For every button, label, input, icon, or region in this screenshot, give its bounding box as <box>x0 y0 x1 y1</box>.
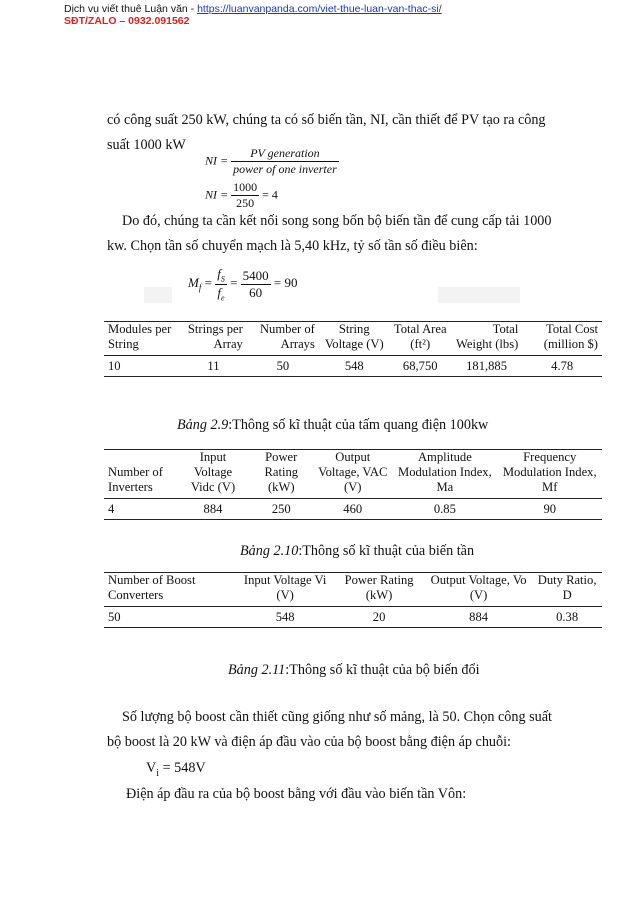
th-modules-per-string: Modules per String <box>108 322 172 351</box>
td-boost-power: 20 <box>372 610 386 624</box>
td-weight: 181,885 <box>466 359 508 373</box>
eq-ni2-numerator: 1000 <box>233 180 258 194</box>
eq-mf-den2: 60 <box>249 284 263 300</box>
th-total-weight: Total Weight (lbs) <box>456 322 519 351</box>
caption1-label: Bảng 2.9 <box>177 417 229 433</box>
th-duty-ratio: Duty Ratio, D <box>537 573 597 602</box>
para2-line-2: kw. Chọn tần số chuyển mạch là 5,40 kHz, tỷ số tần số điều biên: <box>107 238 478 254</box>
caption-table-2-10 <box>240 543 474 560</box>
eq-ni-lhs: NI = <box>205 153 229 168</box>
eq-mf-lhs-sub: f <box>198 282 202 293</box>
th-total-area: Total Area (ft²) <box>393 322 447 351</box>
table-inverter-specs <box>104 449 602 520</box>
eq-mf-equals: = <box>201 275 212 291</box>
td-mf: 90 <box>543 502 557 516</box>
td-area: 68,750 <box>402 359 438 373</box>
eq-mf-fraction-symbolic <box>215 266 227 302</box>
th-number-of-inverters: Number of Inverters <box>108 465 163 494</box>
eq-ni-denominator: power of one inverter <box>233 162 337 176</box>
eq-ni2-fraction <box>231 180 259 211</box>
td-output-voltage: 460 <box>343 502 363 516</box>
scan-shade-left <box>144 287 172 303</box>
header-service-line <box>64 3 442 15</box>
eq-ni2-denominator: 250 <box>236 196 255 210</box>
para3-vi-equation <box>146 759 206 783</box>
eq-ni2-result: = 4 <box>262 187 278 202</box>
equation-mf <box>188 266 298 302</box>
th-input-voltage-vi: Input Voltage Vi (V) <box>243 573 327 602</box>
table-pv-specs <box>104 321 602 377</box>
caption-table-2-11 <box>228 662 480 679</box>
header-contact: SĐT/ZALO – 0932.091562 <box>64 15 190 27</box>
th-number-of-arrays: Number of Arrays <box>259 322 315 351</box>
th-total-cost: Total Cost (million $) <box>543 322 598 351</box>
td-voltage: 548 <box>344 359 364 373</box>
td-duty: 0.38 <box>556 610 579 624</box>
eq-mf-num: f <box>217 266 221 281</box>
th-number-of-boost: Number of Boost Converters <box>108 573 196 602</box>
table-row <box>104 607 602 628</box>
eq-mf-equals-2: = <box>230 275 238 291</box>
table-header-row <box>104 573 602 607</box>
vi-value: = 548V <box>159 760 206 776</box>
table-header-row <box>104 450 602 499</box>
eq-mf-den-sub: e <box>221 293 225 303</box>
td-inverters: 4 <box>108 502 115 516</box>
eq-mf-num-sub: S <box>220 274 225 284</box>
equation-ni-definition <box>205 146 339 177</box>
eq-ni2-lhs: NI = <box>205 187 229 202</box>
td-modules: 10 <box>108 359 121 373</box>
table-row <box>104 499 602 520</box>
th-power-rating: Power Rating (kW) <box>264 450 299 494</box>
eq-ni-fraction <box>231 146 339 177</box>
caption1-text: :Thông số kĩ thuật của tấm quang điện 100kw <box>228 417 489 433</box>
equation-ni-value <box>205 180 278 211</box>
para3-line-4: Điện áp đầu ra của bộ boost bằng với đầu vào biến tần Vôn: <box>126 786 467 802</box>
td-power: 250 <box>271 502 291 516</box>
th-frequency-modulation: Frequency Modulation Index, Mf <box>502 450 597 494</box>
eq-mf-fraction-numeric <box>241 268 271 301</box>
td-cost: 4.78 <box>551 359 574 373</box>
table-row <box>104 356 602 377</box>
eq-mf-lhs: M <box>188 275 199 291</box>
table-boost-specs <box>104 572 602 628</box>
table-header-row <box>104 322 602 356</box>
th-string-voltage: String Voltage (V) <box>324 322 384 351</box>
caption2-text: :Thông số kĩ thuật của biến tần <box>298 543 475 559</box>
para3-line-1: Số lượng bộ boost cần thiết cũng giống như số mảng, là 50. Chọn công suất <box>122 709 552 725</box>
td-arrays: 50 <box>276 359 290 373</box>
th-output-voltage-vo: Output Voltage, Vo (V) <box>430 573 527 602</box>
caption3-label: Bảng 2.11 <box>228 662 286 678</box>
header-service-text: Dịch vụ viết thuê Luận văn - <box>64 3 198 15</box>
para3-line-2: bộ boost là 20 kW và điện áp đầu vào của bộ boost bằng điện áp chuỗi: <box>107 734 511 750</box>
caption2-label: Bảng 2.10 <box>240 543 299 559</box>
eq-ni-numerator: PV generation <box>231 146 339 162</box>
intro-line-2: suất 1000 kW <box>107 137 186 153</box>
th-strings-per-array: Strings per Array <box>187 322 243 351</box>
caption-table-2-9 <box>177 417 488 434</box>
page-header <box>64 3 442 27</box>
th-input-voltage: Input Voltage Vidc (V) <box>190 450 236 494</box>
th-output-voltage: Output Voltage, VAC (V) <box>318 450 388 494</box>
scan-shade-right <box>438 287 520 303</box>
eq-mf-num2: 5400 <box>242 267 269 283</box>
header-link[interactable]: https://luanvanpanda.com/viet-thue-luan-van-thac-si/ <box>197 3 442 15</box>
td-ma: 0.85 <box>433 502 456 516</box>
td-input-voltage: 884 <box>203 502 223 516</box>
intro-line-1: có công suất 250 kW, chúng ta có số biến tần, NI, cần thiết để PV tạo ra công <box>107 112 546 128</box>
caption3-text: :Thông số kĩ thuật của bộ biến đổi <box>285 662 480 678</box>
th-power-rating-boost: Power Rating (kW) <box>344 573 414 602</box>
eq-mf-result: = 90 <box>273 275 298 291</box>
para2-line-1: Do đó, chúng ta cần kết nối song song bốn bộ biến tần để cung cấp tải 1000 <box>122 213 552 229</box>
th-amplitude-modulation: Amplitude Modulation Index, Ma <box>398 450 492 494</box>
td-vi: 548 <box>275 610 295 624</box>
td-vo: 884 <box>469 610 489 624</box>
vi-subscript: i <box>156 767 160 779</box>
eq-mf-den: f <box>217 284 222 300</box>
td-strings: 11 <box>207 359 220 373</box>
vi-variable: V <box>146 760 157 776</box>
td-boost-count: 50 <box>108 610 121 624</box>
